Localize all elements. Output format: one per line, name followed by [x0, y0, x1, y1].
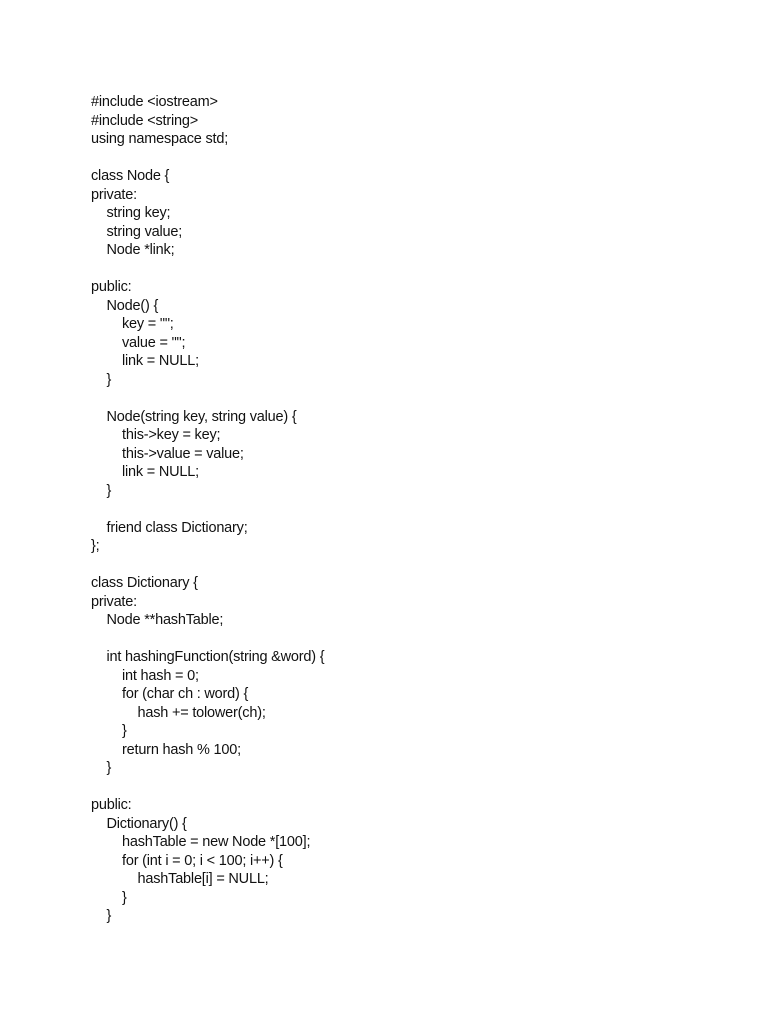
- code-line: }: [122, 889, 127, 906]
- code-line: }: [106, 482, 112, 499]
- code-line: class Node {: [91, 168, 170, 184]
- code-line: hashTable = new Node *[100];: [122, 834, 311, 850]
- code-line: }: [106, 908, 112, 924]
- code-line: key = "";: [122, 316, 174, 332]
- code-line: private:: [91, 593, 137, 610]
- code-line: hash += tolower(ch);: [137, 704, 266, 721]
- code-line: private:: [91, 186, 137, 203]
- code-line: hashTable[i] = NULL;: [137, 871, 269, 887]
- code-line: public:: [91, 797, 132, 813]
- code-line: for (int i = 0; i < 100; i++) {: [122, 852, 283, 869]
- code-line: Node() {: [106, 297, 159, 314]
- code-line: #include <string>: [91, 112, 199, 129]
- code-line: friend class Dictionary;: [106, 519, 248, 536]
- code-line: int hashingFunction(string &word) {: [106, 649, 325, 665]
- code-line: Node *link;: [106, 242, 175, 258]
- code-line: #include <iostream>: [91, 94, 218, 110]
- blank-line: [91, 500, 711, 519]
- code-line: this->key = key;: [122, 427, 221, 443]
- code-line: Dictionary() {: [106, 815, 187, 832]
- code-line: };: [91, 538, 100, 554]
- code-line: value = "";: [122, 334, 186, 351]
- blank-line: [91, 556, 711, 575]
- blank-line: [91, 630, 711, 649]
- code-block: [91, 93, 711, 926]
- code-line: using namespace std;: [91, 131, 229, 147]
- code-line: class Dictionary {: [91, 575, 198, 591]
- blank-line: [91, 389, 711, 408]
- blank-line: [91, 260, 711, 279]
- code-line: this->value = value;: [122, 445, 244, 462]
- code-line: link = NULL;: [122, 353, 199, 369]
- code-line: return hash % 100;: [122, 741, 241, 758]
- code-line: }: [106, 371, 112, 388]
- code-line: }: [106, 760, 112, 776]
- code-line: string value;: [106, 223, 183, 240]
- code-line: Node(string key, string value) {: [106, 408, 297, 425]
- code-line: link = NULL;: [122, 464, 199, 480]
- code-line: for (char ch : word) {: [122, 686, 249, 702]
- code-line: string key;: [106, 205, 171, 221]
- code-line: int hash = 0;: [122, 667, 199, 684]
- blank-line: [91, 778, 711, 797]
- code-line: public:: [91, 279, 132, 295]
- blank-line: [91, 149, 711, 168]
- code-line: Node **hashTable;: [106, 612, 224, 628]
- code-line: }: [122, 723, 127, 739]
